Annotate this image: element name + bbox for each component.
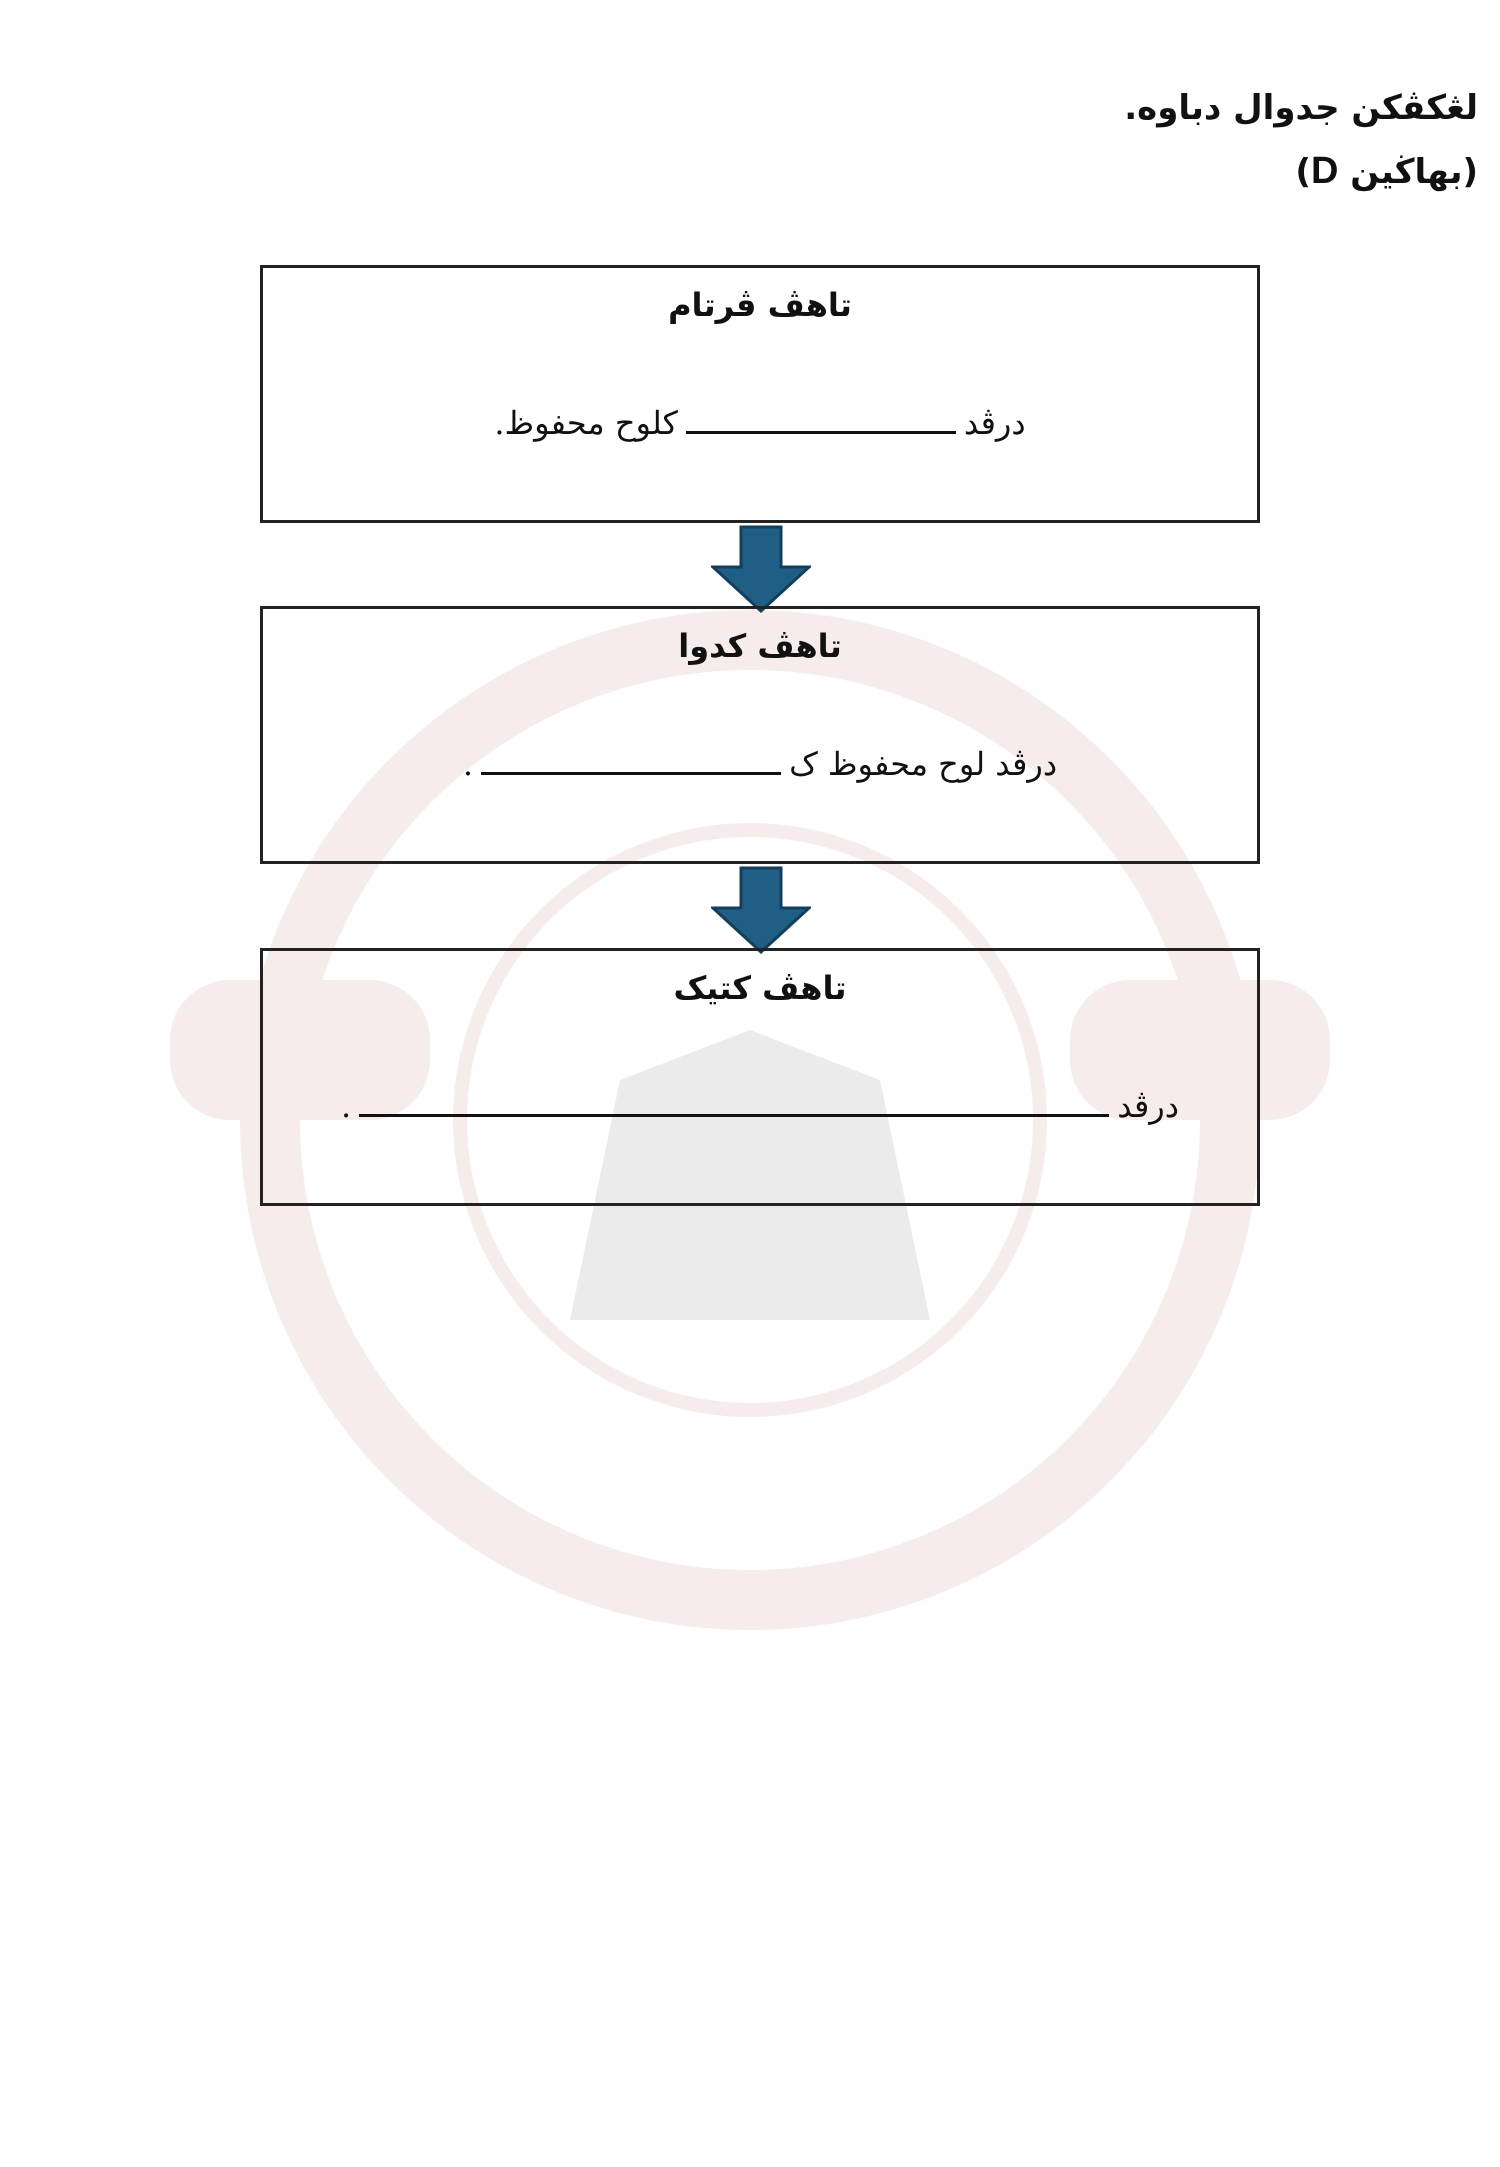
step-sentence: درڤدكلوح محفوظ. [494,404,1026,442]
instruction-text: لڠكڤكن جدوال دباوه. [1124,88,1478,128]
section-label: (بهاڬين D) [1295,150,1478,192]
down-arrow-icon [711,525,811,613]
step-sentence: درڤد. [341,1087,1179,1125]
step-box-1 [260,265,1260,523]
answer-blank[interactable] [686,403,956,434]
answer-blank[interactable] [359,1086,1109,1117]
step-box-2 [260,606,1260,864]
down-arrow-icon [711,866,811,954]
step-title: تاهڤ ڤرتام [668,286,852,324]
step-sentence: درڤد لوح محفوظ ک. [462,745,1058,783]
answer-blank[interactable] [481,744,781,775]
step-title: تاهڤ كدوا [678,627,842,665]
step-title: تاهڤ كتيک [673,969,847,1007]
step-box-3 [260,948,1260,1206]
